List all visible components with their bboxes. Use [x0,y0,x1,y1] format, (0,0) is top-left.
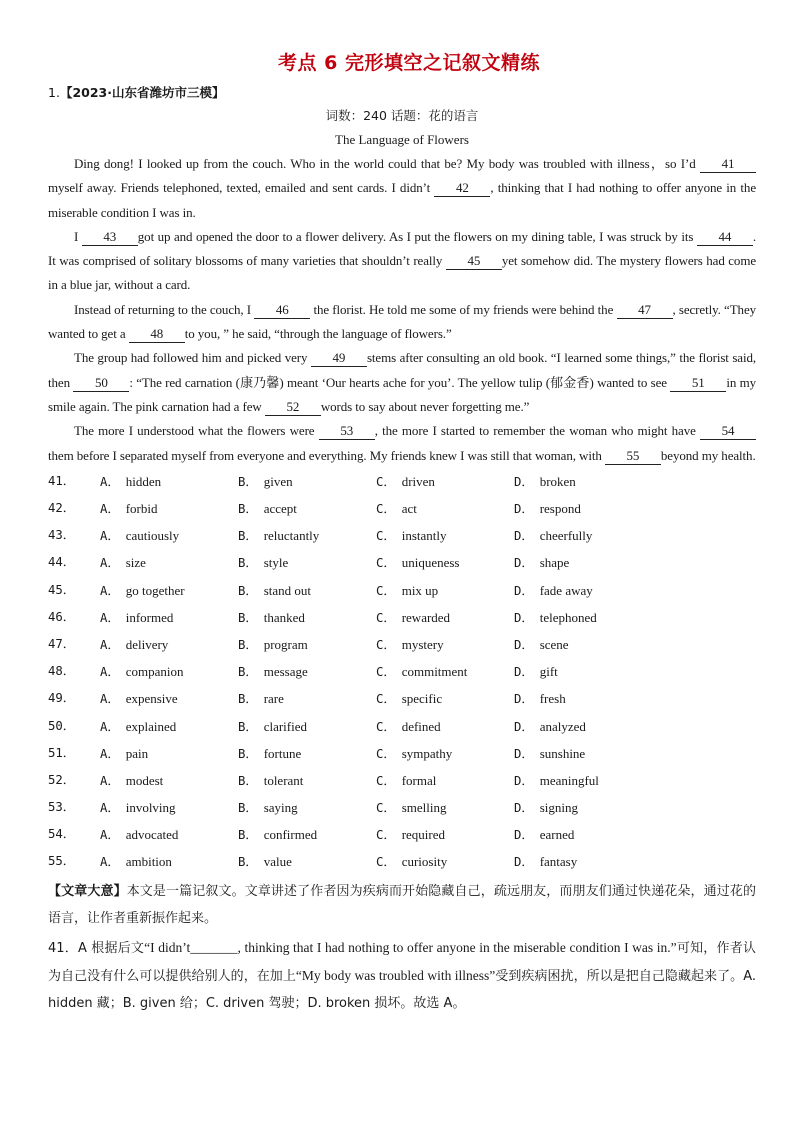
option-row [48,604,756,631]
option-a: A． expensive [100,691,178,707]
passage-text: got up and opened the door to a flower delivery. As I put the flowers on my dining table, I was struck by its [137,228,697,244]
option-number: 48． [48,664,76,679]
option-b: B． clarified [238,718,308,734]
passage-text: to you, ” he said, “through the language of flowers.” [184,326,452,342]
question-source: 【2023·山东省潍坊市三模】 [59,85,225,100]
option-d: D． analyzed [514,718,586,734]
option-d: D． gift [514,664,558,680]
option-b: B． saying [238,800,298,816]
passage-text: words to say about never forgetting me.” [320,398,530,414]
option-number: 53． [48,800,76,815]
option-row [48,468,756,495]
option-row [48,767,756,794]
analysis-41-quote: “I didn’t_______, thinking that I had nothing to offer anyone in the miserable condition I was in.” [144,939,677,955]
option-c: C． rewarded [376,609,451,625]
options-list [48,468,756,876]
option-c: C． uniqueness [376,555,460,571]
option-c: C． driven [376,473,435,489]
passage-text: . It was comprised of solitary blossoms of many varieties that shouldn’t really [48,228,756,269]
blank-48: 48 [129,326,185,343]
option-b: B． value [238,854,292,870]
option-b: B． given [238,473,293,489]
blank-54: 54 [700,423,756,440]
option-c: C． smelling [376,800,447,816]
question-number: 1. [48,85,60,100]
option-b: B． thanked [238,609,305,625]
blank-55: 55 [605,448,661,465]
option-d: D． broken [514,473,576,489]
option-c: C． curiosity [376,854,448,870]
passage-text: Ding dong! I looked up from the couch. Who in the world could that be? My body was troubled with illness，so I’d [74,156,700,171]
option-b: B． confirmed [238,827,318,843]
option-a: A． modest [100,772,164,788]
option-c: C． act [376,501,417,517]
option-a: A． go together [100,582,185,598]
option-a: A． informed [100,609,174,625]
option-b: B． accept [238,501,297,517]
option-row [48,658,756,685]
option-b: B． program [238,636,308,652]
option-d: D． earned [514,827,575,843]
passage-text: I [74,228,82,244]
passage-text: stems after consulting an old book. “I learned some things,” the florist said, then [48,350,757,390]
passage-paragraph [48,225,756,298]
page [48,44,756,1017]
blank-44: 44 [697,229,753,246]
option-b: B． style [238,555,289,571]
option-number: 49． [48,691,76,706]
option-b: B． stand out [238,582,312,598]
option-c: C． formal [376,772,437,788]
option-a: A． involving [100,800,176,816]
option-d: D． cheerfully [514,528,593,544]
option-row [48,577,756,604]
option-number: 44． [48,555,76,570]
passage-paragraph [48,152,756,225]
option-c: C． mix up [376,582,439,598]
option-row [48,848,756,875]
analysis-item-41 [48,934,756,1017]
passage-paragraph [48,298,756,347]
option-a: A． forbid [100,501,158,517]
passage-text: yet somehow did. The mystery flowers had come in a blue jar, without a card. [48,253,756,293]
option-a: A． delivery [100,636,169,652]
blank-43: 43 [82,229,138,246]
option-row [48,522,756,549]
option-row [48,740,756,767]
option-d: D． fade away [514,582,593,598]
blank-52: 52 [265,399,321,416]
option-a: A． advocated [100,827,179,843]
option-number: 55． [48,854,76,869]
option-b: B． rare [238,691,284,707]
analysis-summary [48,878,756,932]
option-d: D． telephoned [514,609,597,625]
blank-50: 50 [73,375,129,392]
option-d: D． scene [514,636,569,652]
option-number: 42． [48,501,76,516]
option-row [48,495,756,522]
option-a: A． cautiously [100,528,180,544]
option-number: 47． [48,636,76,651]
blank-46: 46 [254,302,310,319]
option-d: D． meaningful [514,772,599,788]
option-row [48,821,756,848]
option-number: 41． [48,473,76,488]
option-a: A． size [100,555,146,571]
option-c: C． commitment [376,664,468,680]
option-row [48,713,756,740]
option-d: D． fantasy [514,854,578,870]
option-b: B． tolerant [238,772,304,788]
option-row [48,631,756,658]
option-c: C． defined [376,718,441,734]
option-d: D． fresh [514,691,566,707]
blank-41: 41 [700,156,756,173]
blank-42: 42 [434,180,490,197]
option-c: C． mystery [376,636,444,652]
blank-49: 49 [311,350,367,367]
option-number: 43． [48,528,76,543]
analysis-summary-text: 本文是一篇记叙文。文章讲述了作者因为疾病而开始隐藏自己，疏远朋友，而朋友们通过快递花朵，通过花的语言，让作者重新振作起来。 [48,883,756,926]
option-number: 46． [48,609,76,624]
option-d: D． signing [514,800,578,816]
option-d: D． sunshine [514,745,586,761]
option-a: A． ambition [100,854,172,870]
passage-text: myself away. Friends telephoned, texted, emailed and sent cards. I didn’t [48,180,435,196]
passage-title: The Language of Flowers [335,132,469,147]
option-c: C． required [376,827,446,843]
option-row [48,685,756,712]
blank-47: 47 [617,302,673,319]
passage-text: beyond my health. [660,447,756,463]
option-number: 50． [48,718,76,733]
option-d: D． shape [514,555,570,571]
analysis-41-mid: 可知，作者认为自己没有什么可以提供给别人的，在加上 [48,940,756,984]
passage-text: , thinking that I had nothing to offer anyone in the miserable condition I was in. [48,180,756,220]
passage-paragraph [48,419,756,468]
blank-53: 53 [319,423,375,440]
option-c: C． specific [376,691,443,707]
option-b: B． fortune [238,745,302,761]
analysis-41-quote2: “My body was troubled with illness” [295,967,496,983]
passage-text: the florist. He told me some of my friends were behind the [310,301,617,317]
option-d: D． respond [514,501,581,517]
analysis-41-prefix: 41．A 根据后文 [48,940,145,956]
option-a: A． pain [100,745,149,761]
passage-text: , the more I started to remember the woman who might have [374,423,700,439]
option-c: C． sympathy [376,745,453,761]
option-a: A． hidden [100,473,162,489]
passage-paragraph [48,346,756,419]
passage-text: The more I understood what the flowers were [74,423,319,439]
option-c: C． instantly [376,528,447,544]
passage-text: in my smile again. The pink carnation had a few [48,374,756,414]
option-b: B． reluctantly [238,528,320,544]
option-number: 52． [48,772,76,787]
passage-text: : “The red carnation (康乃馨) meant ‘Our hearts ache for you’. The yellow tulip (郁金香) wanted to see [129,374,671,390]
passage-text: Instead of returning to the couch, I [74,301,255,317]
blank-51: 51 [670,375,726,392]
option-b: B． message [238,664,308,680]
passage-text: The group had followed him and picked very [74,350,311,366]
page-title: 考点 6 完形填空之记叙文精练 [278,52,540,74]
question-header [48,82,756,104]
option-number: 45． [48,582,76,597]
option-a: A． companion [100,664,184,680]
option-a: A． explained [100,718,177,734]
option-number: 54． [48,827,76,842]
blank-45: 45 [446,253,502,270]
option-row [48,549,756,576]
passage-text: them before I separated myself from everyone and everything. My friends knew I was still that woman, with [48,447,605,463]
passage-text: , secretly. “They wanted to get a [48,301,757,342]
passage-meta: 词数：240 话题：花的语言 [325,108,479,123]
passage [48,152,756,468]
analysis-head: 【文章大意】 [48,883,127,899]
analysis-41-rest: 受到疾病困扰，所以是把自己隐藏起来了。A. hidden 藏；B. given 给；C. driven 驾驶；D. broken 损坏。故选 A。 [48,968,756,1011]
option-row [48,794,756,821]
option-number: 51． [48,745,76,760]
